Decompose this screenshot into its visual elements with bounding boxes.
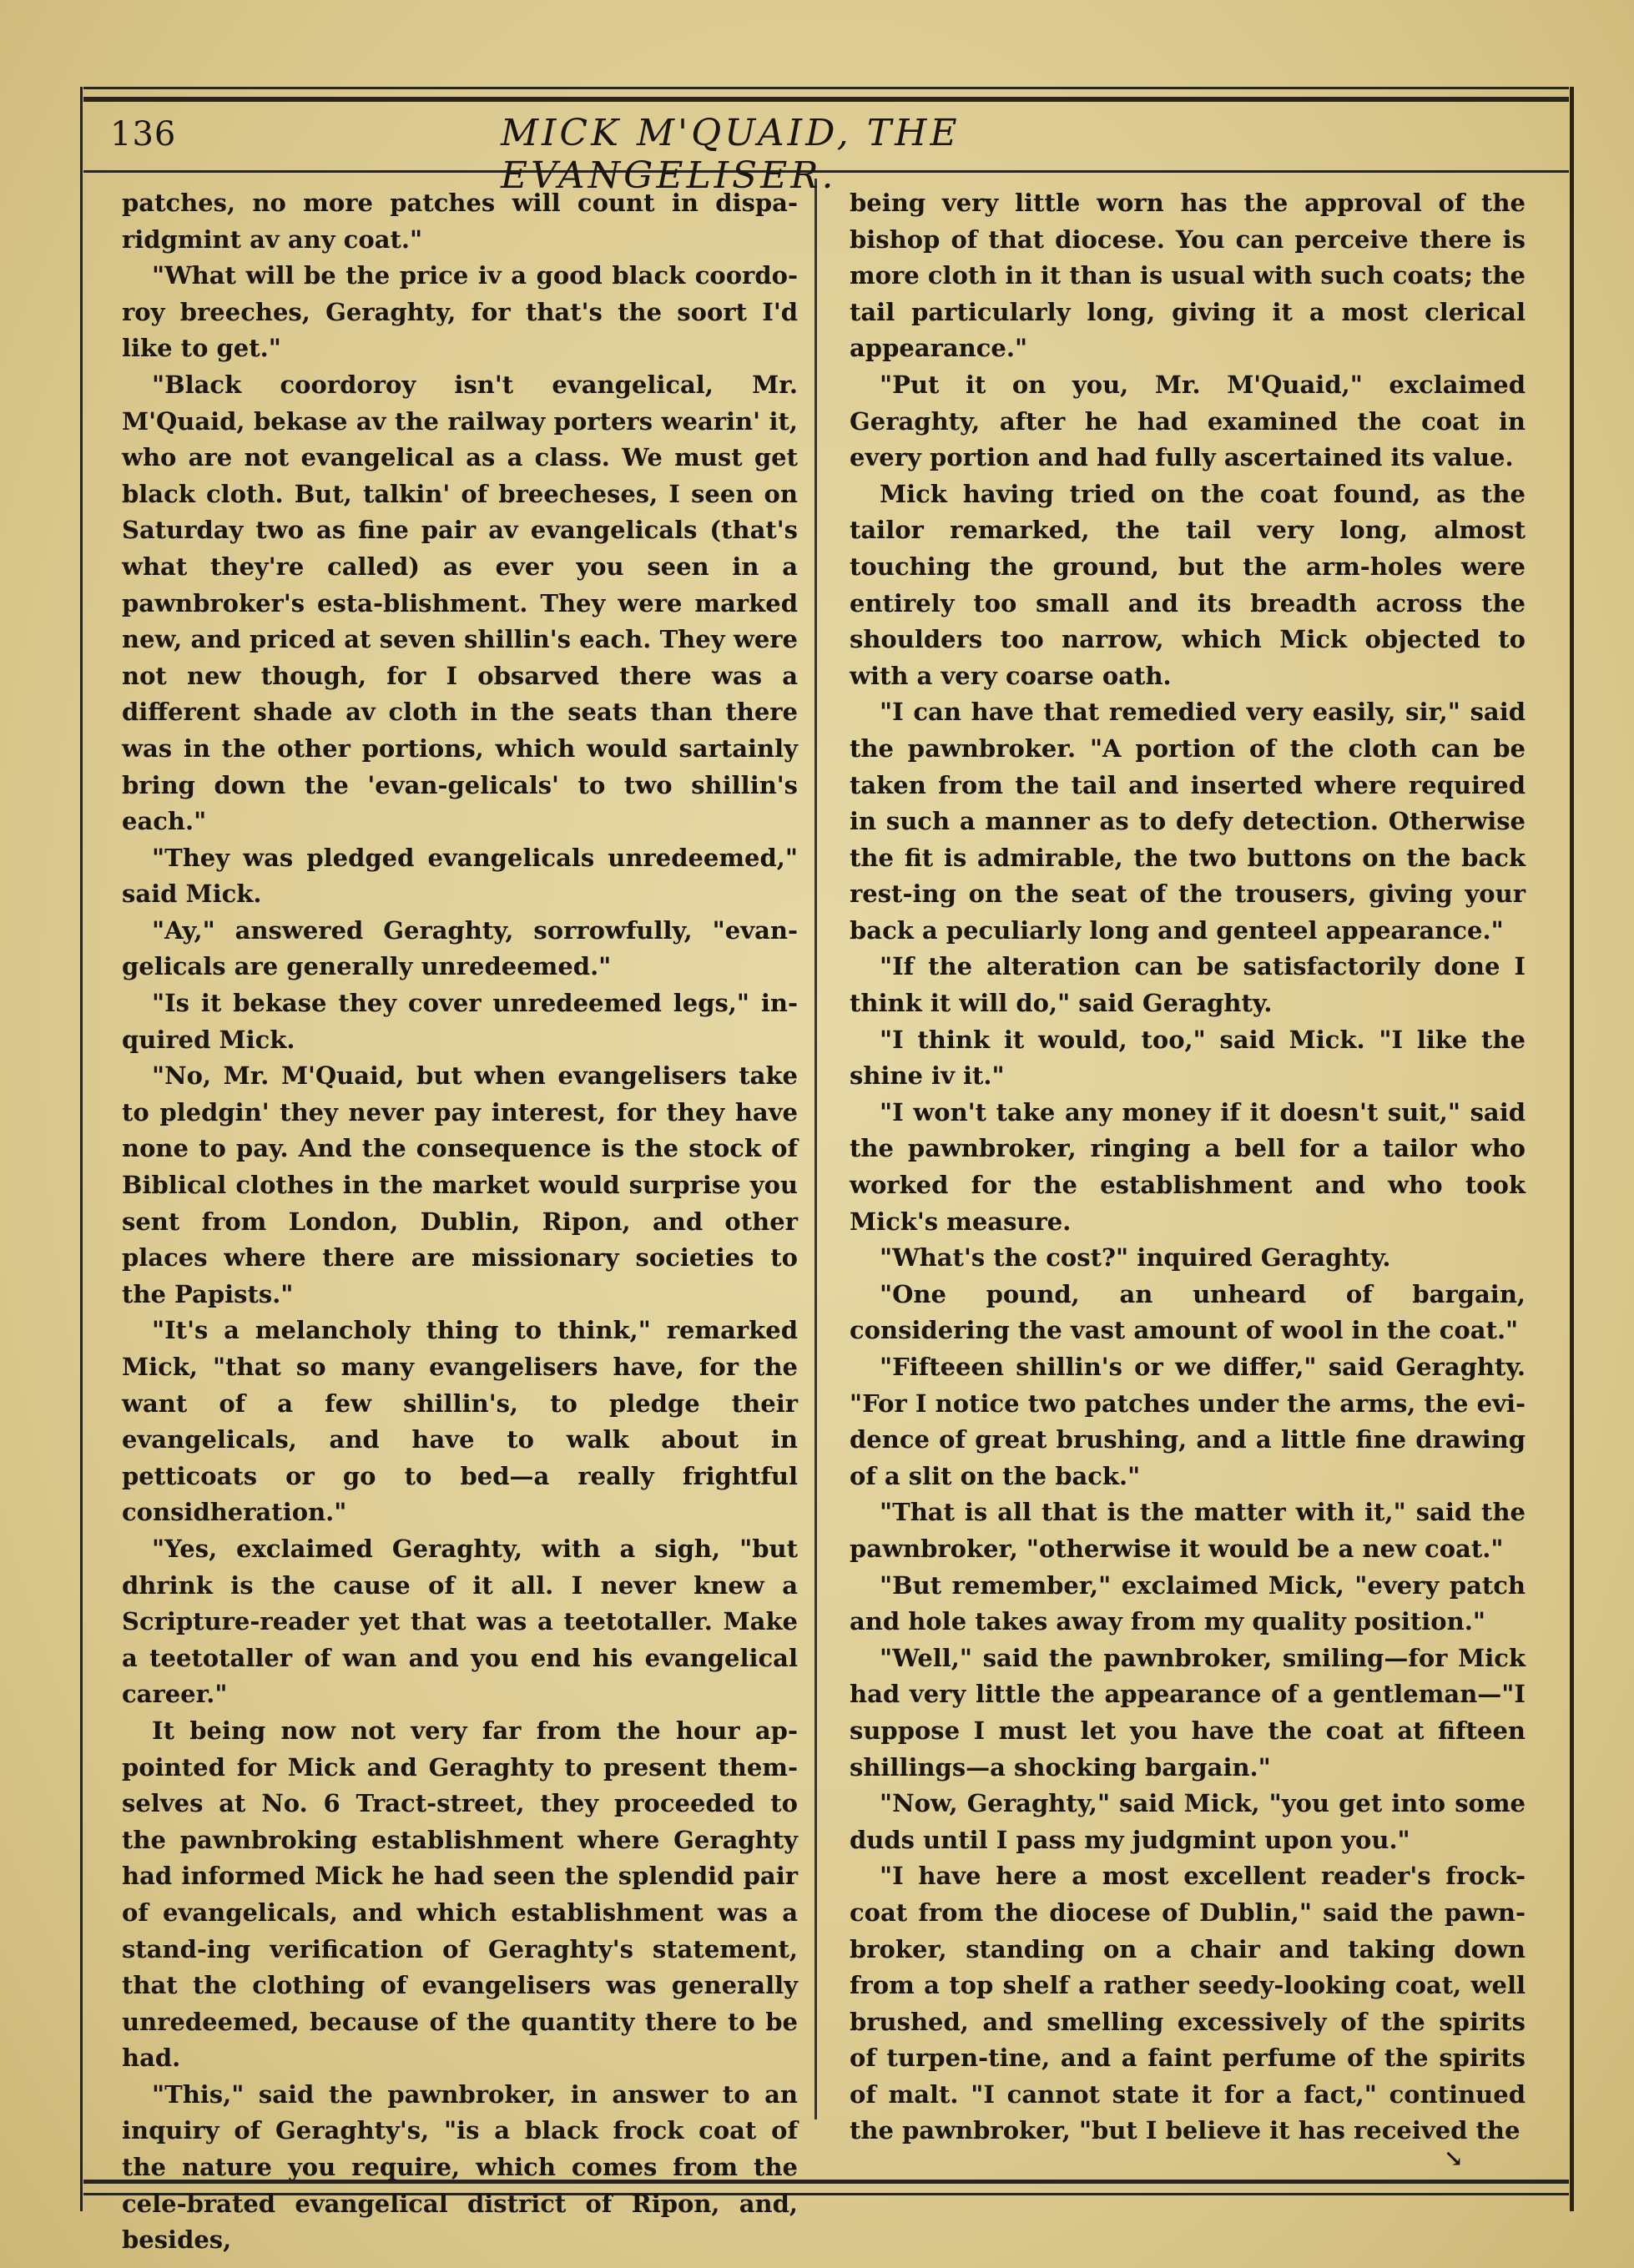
paragraph: "One pound, an unheard of bargain, considering the vast amount of wool in the coat." (850, 1279, 1526, 1345)
paragraph: "I have here a most excellent reader's frock-coat from the diocese of Dublin," said the pawn-broker, standing on a chair and taking down from a top shelf a rather seedy-looking coat, well brushed, and smelling excessively of the spirits of turpen-tine, and a faint perfume of the spirits of malt. "I cannot state it for a fact," continued the pawnbroker, "but I believe it has received the (850, 1862, 1526, 2145)
paragraph: "They was pledged evangelicals unredeemed," said Mick. (122, 843, 798, 909)
paragraph: "That is all that is the matter with it," said the pawnbroker, "otherwise it would be a new coat." (850, 1498, 1526, 1563)
paragraph: Mick having tried on the coat found, as the tailor remarked, the tail very long, almost touching the ground, but the arm-holes were entirely too small and its breadth across the shoulders too narrow, which Mick objected to with a very coarse oath. (850, 479, 1526, 690)
paragraph: "I won't take any money if it doesn't suit," said the pawnbroker, ringing a bell for a tailor who worked for the establishment and who took Mick's measure. (850, 1097, 1526, 1236)
paragraph: "Well," said the pawnbroker, smiling—for Mick had very little the appearance of a gentleman—"I suppose I must let you have the coat at fifteen shillings—a shocking bargain." (850, 1643, 1526, 1782)
paragraph: "Now, Geraghty," said Mick, "you get into some duds until I pass my judgmint upon you." (850, 1789, 1526, 1854)
paragraph: patches, no more patches will count in dispa-ridgmint av any coat." (122, 189, 798, 254)
paragraph: "What's the cost?" inquired Geraghty. (880, 1243, 1391, 1273)
paragraph: It being now not very far from the hour ap-pointed for Mick and Geraghty to present them-selves at No. 6 Tract-street, they proceeded to the pawnbroking establishment where Geraghty had informed Mick he had seen the splendid pair of evangelicals, and which establishment was a stand-ing verification of Geraghty's statement, that the clothing of evangelisers was generally unredeemed, because of the quantity there to be had. (122, 1716, 798, 2073)
running-title: MICK M'QUAID, THE EVANGELISER. (501, 112, 961, 197)
paragraph: "It's a melancholy thing to think," remarked Mick, "that so many evangelisers have, for the want of a few shillin's, to pledge their evangelicals, and have to walk about in petticoats or go to bed—a really frightful considheration." (122, 1316, 798, 1527)
left-column (122, 185, 798, 2255)
top-double-rule (83, 97, 1569, 102)
paragraph: "What will be the price iv a good black coordo-roy breeches, Geraghty, for that's the soort I'd like to get." (122, 261, 798, 363)
paragraph: "Yes, exclaimed Geraghty, with a sigh, "but dhrink is the cause of it all. I never knew a Scripture-reader yet that was a teetotaller. Make a teetotaller of wan and you end his evangelical career." (122, 1534, 798, 1709)
page-number: 136 (110, 115, 177, 154)
paragraph: "If the alteration can be satisfactorily done I think it will do," said Geraghty. (850, 952, 1526, 1018)
paragraph: "Ay," answered Geraghty, sorrowfully, "evan-gelicals are generally unredeemed." (122, 915, 798, 981)
paragraph: "I can have that remedied very easily, sir," said the pawnbroker. "A portion of the cloth can be taken from the tail and inserted where required in such a manner as to defy detection. Otherwise the fit is admirable, the two buttons on the back rest-ing on the seat of the trousers, giving your back a peculiarly long and genteel appearance." (850, 698, 1526, 945)
column-divider (814, 179, 817, 2119)
printer-mark-glyph: ↘ (1444, 2145, 1464, 2172)
paragraph: being very little worn has the approval of the bishop of that diocese. You can perceive there is more cloth in it than is usual with such coats; the tail particularly long, giving it a most clerical appearance." (850, 189, 1526, 363)
paragraph: "This," said the pawnbroker, in answer to an inquiry of Geraghty's, "is a black frock coat of the nature you require, which comes from the cele-brated evangelical district of Ripon, and, besides, (122, 2079, 798, 2255)
paragraph: "Fifteeen shillin's or we differ," said Geraghty. "For I notice two patches under the arms, the evi-dence of great brushing, and a little fine drawing of a slit on the back." (850, 1353, 1526, 1490)
paragraph: "I think it would, too," said Mick. "I like the shine iv it." (850, 1025, 1526, 1091)
paragraph: "Put it on you, Mr. M'Quaid," exclaimed Geraghty, after he had examined the coat in every portion and had fully ascertained its value. (850, 370, 1526, 472)
right-column (850, 185, 1526, 2145)
paragraph: "But remember," exclaimed Mick, "every patch and hole takes away from my quality position." (850, 1570, 1526, 1636)
top-rule (83, 87, 1569, 89)
paragraph: "Black coordoroy isn't evangelical, Mr. M'Quaid, bekase av the railway porters wearin' it, who are not evangelical as a class. We must get black cloth. But, talkin' of breecheses, I seen on Saturday two as fine pair av evangelicals (that's what they're called) as ever you seen in a pawnbroker's esta-blishment. They were marked new, and priced at seven shillin's each. They were not new though, for I obsarved there was a different shade av cloth in the seats than there was in the other portions, which would sartainly bring down the 'evan-gelicals' to two shillin's each." (122, 370, 798, 836)
paragraph: "No, Mr. M'Quaid, but when evangelisers take to pledgin' they never pay interest, for they have none to pay. And the consequence is the stock of Biblical clothes in the market would surprise you sent from London, Dublin, Ripon, and other places where there are missionary societies to the Papists." (122, 1061, 798, 1308)
paragraph: "Is it bekase they cover unredeemed legs," in-quired Mick. (122, 989, 798, 1054)
